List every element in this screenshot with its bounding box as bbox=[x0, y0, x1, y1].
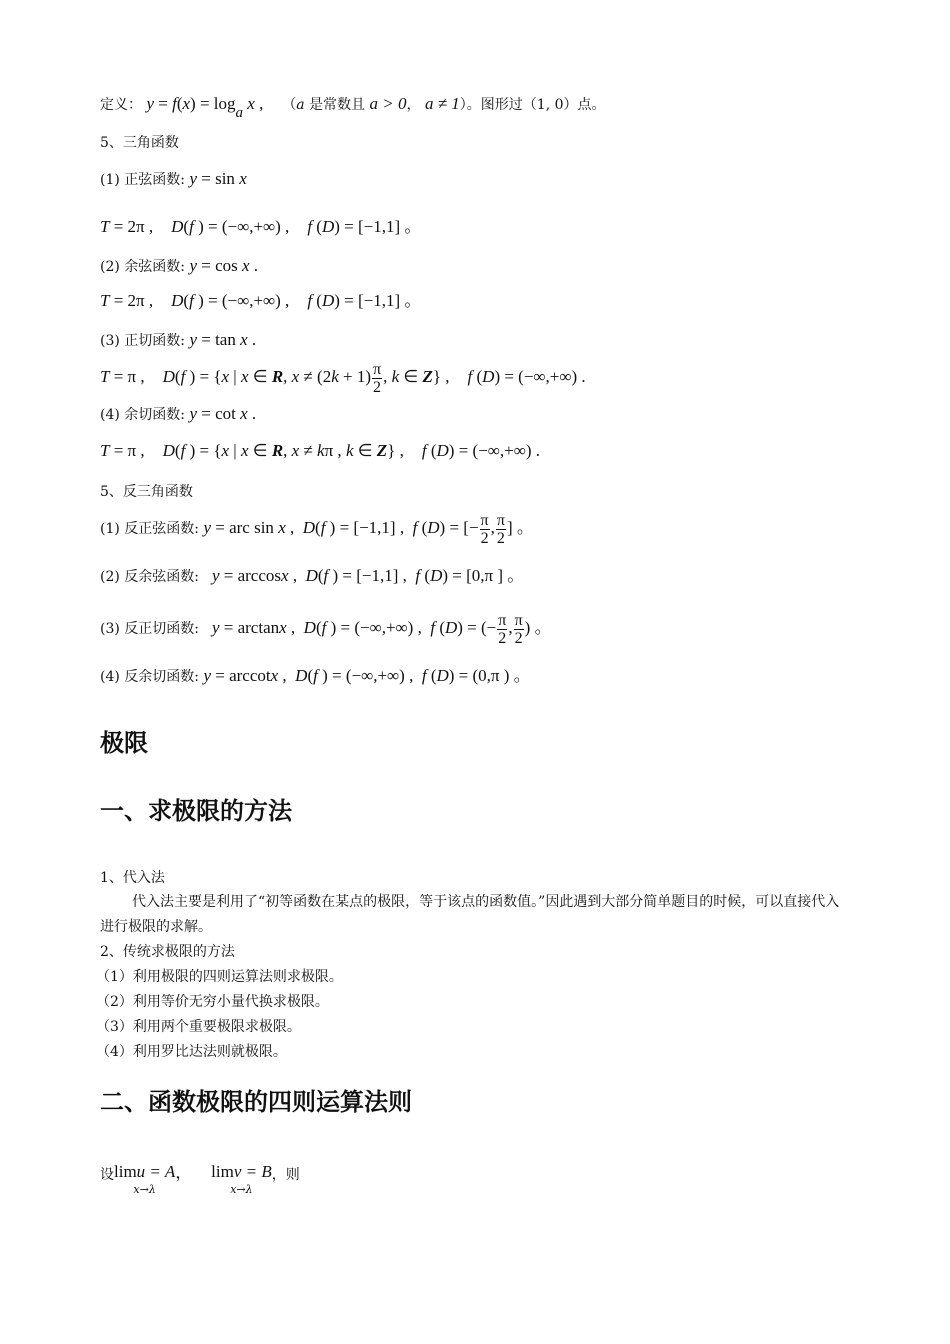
condition-a-positive: a > 0 bbox=[369, 94, 407, 113]
arccot-line: (4) 反余切函数: y = arccotx , D(f ) = (−∞,+∞) , f (D) = (0,π ) 。 bbox=[100, 666, 531, 685]
arcsin-line: (1) 反正弦函数: y = arc sin x , D(f ) = [−1,1] , f (D) = [− $\frac{\pi}{2}$ , $\frac{\pi}{2}$ ] 。 bbox=[100, 511, 534, 547]
sin-properties: T = 2π , D(f ) = (−∞,+∞) , f (D) = [−1,1] 。 bbox=[100, 217, 422, 236]
section2-title: 二、函数极限的四则运算法则 bbox=[100, 1088, 412, 1116]
limit-u: limu = A x→λ bbox=[114, 1162, 176, 1196]
pi-over-two: $\frac{\pi}{2}$ bbox=[373, 360, 382, 396]
trig-heading: 5、三角函数 bbox=[100, 135, 179, 151]
method-item: （4）利用罗比达法则就极限。 bbox=[96, 1044, 287, 1060]
log-definition-line: 定义： y = f(x) = loga x , （a 是常数且 a > 0， a ≠ 1）。图形过（1, 0）点。 bbox=[100, 94, 606, 121]
tan-properties: T = π , D(f ) = {x | x ∈ R, x ≠ (2k + 1) $\frac{\pi}{2}$ , k ∈ Z} , f (D) = (−∞,+∞) . bbox=[100, 360, 586, 396]
cot-line: (4) 余切函数: y = cot x . bbox=[100, 404, 257, 423]
method-item: （1）利用极限的四则运算法则求极限。 bbox=[96, 969, 343, 985]
log-point-note: ）。图形过（1, 0）点。 bbox=[459, 97, 606, 113]
cot-properties: T = π , D(f ) = {x | x ∈ R, x ≠ kπ , k ∈ Z} , f (D) = (−∞,+∞) . bbox=[100, 441, 541, 460]
log-condition-text: 是常数且 bbox=[309, 97, 366, 113]
cos-formula: y = cos x . bbox=[189, 256, 259, 275]
limit-assumption-line: 设 limu = A x→λ ， limv = B x→λ ，则 bbox=[100, 1163, 300, 1199]
log-formula: y = f(x) = loga x , bbox=[146, 94, 264, 121]
condition-a-not-one: a ≠ 1 bbox=[424, 94, 460, 113]
section1-title: 一、求极限的方法 bbox=[100, 797, 292, 825]
inverse-trig-heading: 5、反三角函数 bbox=[100, 484, 193, 500]
method1-body: 代入法主要是利用了“初等函数在某点的极限，等于该点的函数值。”因此遇到大部分简单题目的时候，可以直接代入进行极限的求解。 bbox=[100, 894, 840, 935]
arctan-line: (3) 反正切函数: y = arctanx , D(f ) = (−∞,+∞) , f (D) = (− $\frac{\pi}{2}$ , $\frac{\pi}{2}$ ) 。 bbox=[100, 611, 552, 647]
cos-properties: T = 2π , D(f ) = (−∞,+∞) , f (D) = [−1,1] 。 bbox=[100, 291, 422, 310]
cos-line: (2) 余弦函数: y = cos x . bbox=[100, 256, 259, 275]
method2-title: 2、传统求极限的方法 bbox=[100, 944, 235, 960]
method1-title: 1、代入法 bbox=[100, 870, 165, 886]
method-item: （3）利用两个重要极限求极限。 bbox=[96, 1019, 301, 1035]
limit-title: 极限 bbox=[100, 729, 148, 757]
tan-line: (3) 正切函数: y = tan x . bbox=[100, 330, 257, 349]
definition-label: 定义： bbox=[100, 97, 142, 113]
cot-formula: y = cot x . bbox=[189, 404, 257, 423]
limit-v: limv = B x→λ bbox=[211, 1162, 272, 1196]
tan-formula: y = tan x . bbox=[189, 330, 257, 349]
arccos-line: (2) 反余弦函数: y = arccosx , D(f ) = [−1,1] , f (D) = [0,π ] 。 bbox=[100, 566, 525, 585]
method-item: （2）利用等价无穷小量代换求极限。 bbox=[96, 994, 329, 1010]
sin-formula: y = sin x bbox=[189, 169, 247, 188]
sin-line: (1) 正弦函数: y = sin x bbox=[100, 169, 247, 188]
